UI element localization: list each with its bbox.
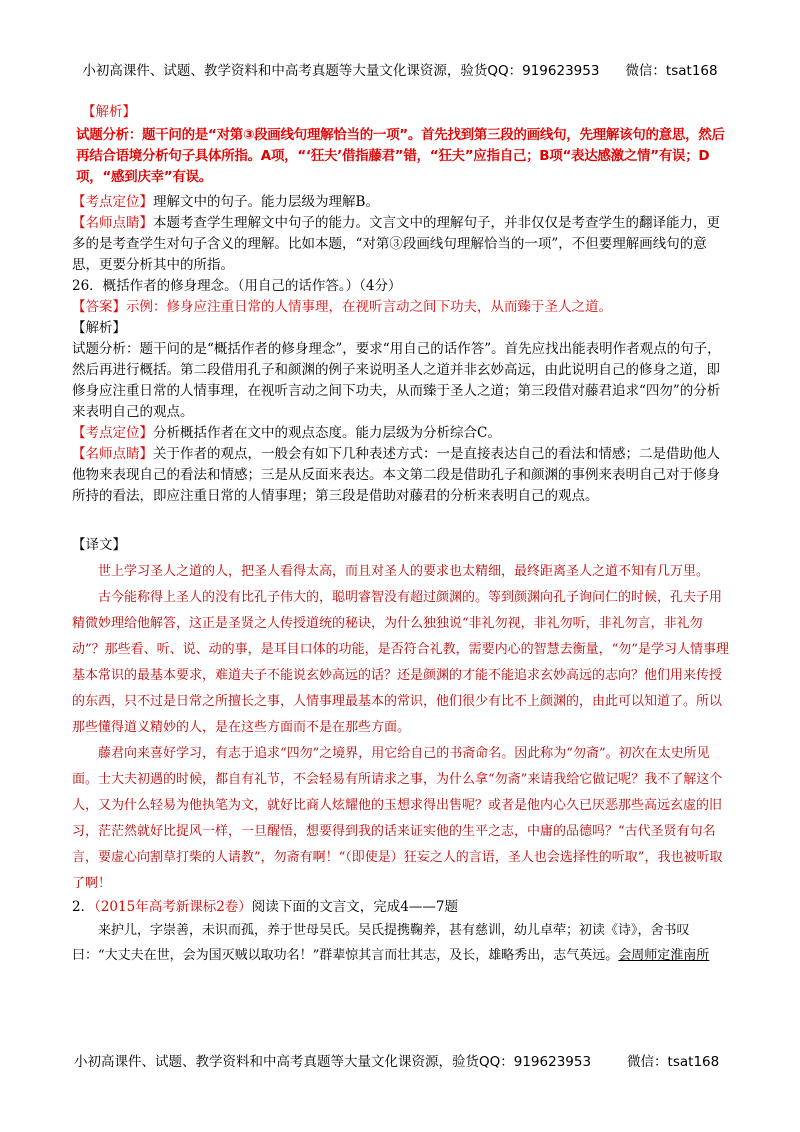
classical-text-b: 会周师定淮南所 (618, 947, 710, 963)
header-wechat: 微信：tsat168 (625, 63, 718, 79)
kaodian1-tag: 【考点定位】 (72, 193, 153, 210)
answer26-text: 示例：修身应注重日常的人情事理，在视听言动之间下功夫，从而臻于圣人之道。 (126, 298, 612, 315)
section2-instruction: 阅读下面的文言文，完成4——7题 (251, 898, 458, 915)
analysis26-body: 试题分析：题干问的是“概括作者的修身理念”，要求“用自己的话作答”。首先应找出能表明作者观点的句子，然后再进行概括。第二段借用孔子和颜渊的例子来说明圣人之道并非玄妙高远，由此说明自己的修身之道，即修身应注重日常的人情事理，在视听言动之间下功夫，从而臻于圣人之道；第三段借对藤君追求“四勿”的分析来表明自己的观点。 (72, 340, 721, 420)
footer-wechat: 微信：tsat168 (627, 1054, 720, 1070)
section2-num: 2． (72, 898, 95, 915)
kaodian26-text: 分析概括作者在文中的观点态度。能力层级为分析综合C。 (153, 424, 501, 441)
analysis1-body: 试题分析：题干问的是“对第③段画线句理解恰当的一项”。首先找到第三段的画线句，先理解该句的意思，然后再结合语境分析句子具体所指。A项，“‘狂夫’借指藤君”错，“狂夫”应指自己；B项“表达感激之情”有误；D项，“感到庆幸”有误。 (76, 126, 725, 185)
mingshi26-text: 关于作者的观点，一般会有如下几种表述方式：一是直接表达自己的看法和情感；二是借助他人他物来表现自己的看法和情感；三是从反面来表达。本文第二段是借助孔子和颜渊的事例来表明自己对于修身所持的看法，即应注重日常的人情事理；第三段是借助对藤君的分析来表明自己的观点。 (72, 445, 720, 504)
mingshi1 (72, 213, 732, 276)
translation-p1: 世上学习圣人之道的人，把圣人看得太高，而且对圣人的要求也太精细，最终距离圣人之道不知有几万里。 (98, 563, 710, 579)
footer-text: 小初高课件、试题、教学资料和中高考真题等大量文化课资源，验货QQ：919623953 (74, 1054, 592, 1070)
header-text: 小初高课件、试题、教学资料和中高考真题等大量文化课资源，验货QQ：919623953 (82, 63, 600, 79)
mingshi26 (72, 444, 732, 507)
analysis26-heading: 【解析】 (72, 319, 126, 336)
kaodian1-text: 理解文中的句子。能力层级为理解B。 (153, 193, 379, 210)
classical-text-a: 来护儿，字崇善，未识而孤，养于世母吴氏。吴氏提携鞠养，甚有慈训，幼儿卓荦；初读《诗》，舍书叹曰：“大丈夫在世，会为国灭贼以取功名！”群辈惊其言而壮其志，及长，雄略秀出，志气英远。 (72, 922, 690, 963)
answer26 (72, 297, 732, 318)
page-header (0, 59, 800, 79)
classical-text (72, 918, 732, 968)
translation-body (72, 559, 732, 897)
mingshi1-text: 本题考查学生理解文中句子的能力。文言文中的理解句子，并非仅仅是考查学生的翻译能力，更多的是考查学生对句子含义的理解。比如本题，“对第③段画线句理解恰当的一项”，不但要理解画线句的意思，更要分析其中的所指。 (72, 214, 720, 273)
section2-heading (72, 897, 732, 918)
question-26: 26．概括作者的修身理念。（用自己的话作答。）（4分） (72, 277, 402, 294)
analysis1-heading: 【解析】 (82, 104, 136, 120)
translation-p2: 古今能称得上圣人的没有比孔子伟大的，聪明睿智没有超过颜渊的。等到颜渊向孔子询问仁的时候，孔夫子用精微妙理给他解答，这正是圣贤之人传授道统的秘诀，为什么独独说“非礼勿视，非礼勿听，非礼勿言，非礼勿动”？那些看、听、说、动的事，是耳目口体的功能，是否符合礼教，需要内心的智慧去衡量，“勿”是学习人情事理基本常识的最基本要求，难道夫子不能说玄妙高远的话？还是颜渊的才能不能追求玄妙高远的志向？他们用来传授的东西，只不过是日常之所擅长之事，人情事理最基本的常识，他们很少有比不上颜渊的，由此可以知道了。所以那些懂得道义精妙的人，是在这些方面而不是在那些方面。 (72, 589, 729, 735)
translation-p3: 藤君向来喜好学习，有志于追求“四勿”之境界，用它给自己的书斋命名。因此称为“勿斋”。初次在太史所见面。士大夫初遇的时候，都自有礼节，不会轻易有所请求之事，为什么拿“勿斋”来请我给它做记呢？我不了解这个人，又为什么轻易为他执笔为文，就好比商人炫耀他的玉想求得出售呢？或者是他内心久已厌恶那些高远玄虚的旧习，茫茫然就好比捉风一样，一旦醒悟，想要得到我的话来证实他的生平之志，中庸的品德吗？“古代圣贤有句名言，要虚心向割草打柴的人请教”，勿斋有啊！“（即使是）狂妄之人的言语，圣人也会选择性的听取”，我也被听取了啊！ (72, 745, 723, 891)
mingshi26-tag: 【名师点睛】 (72, 445, 153, 462)
kaodian1 (72, 192, 732, 213)
section2-source: （2015年高考新课标2卷） (94, 898, 252, 915)
page-content (72, 102, 732, 968)
translation-heading: 【译文】 (72, 536, 126, 553)
page-footer (74, 1050, 800, 1070)
answer26-tag: 【答案】 (72, 298, 126, 315)
kaodian26-tag: 【考点定位】 (72, 424, 153, 441)
kaodian26 (72, 423, 732, 444)
mingshi1-tag: 【名师点睛】 (72, 214, 153, 231)
